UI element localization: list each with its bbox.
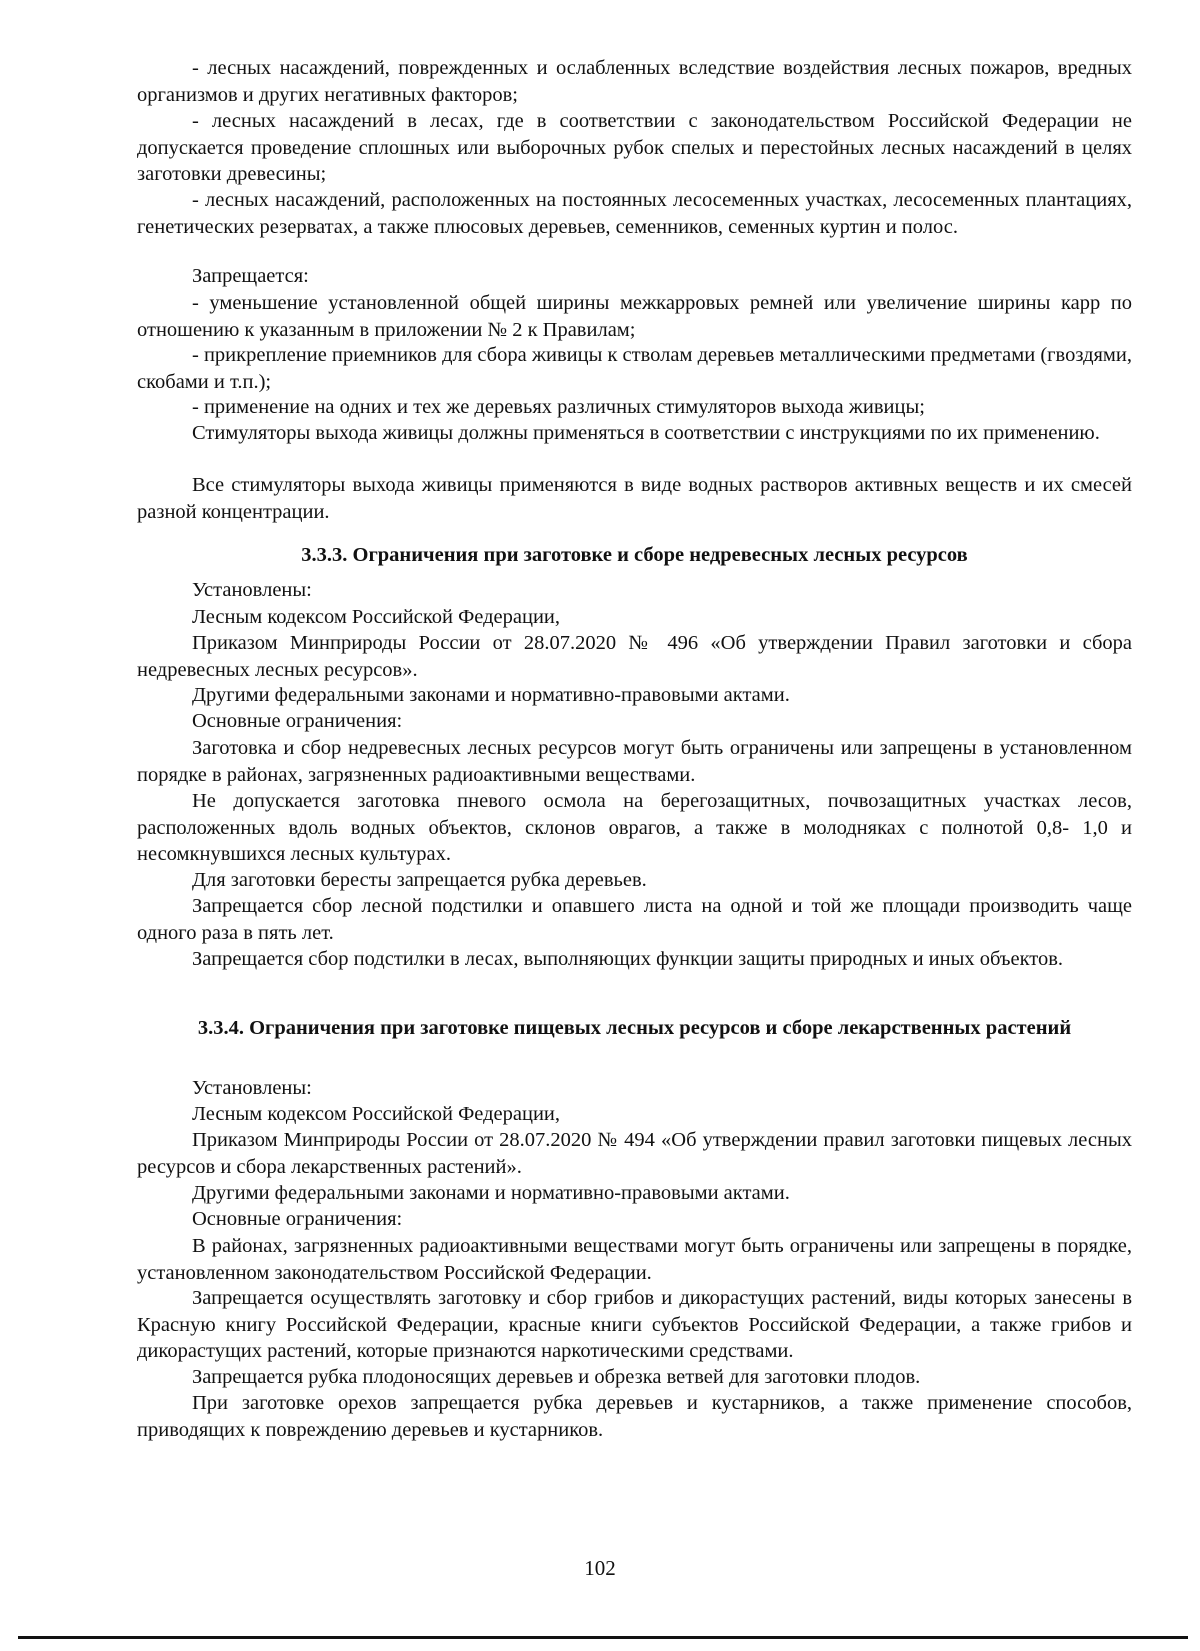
paragraph: - лесных насаждений, расположенных на постоянных лесосеменных участках, лесосеменных плантациях, генетических резерватах, а также плюсовых деревьев, семенников, семенных куртин и полос. — [137, 189, 1132, 238]
paragraph: Приказом Минприроды России от 28.07.2020 № 496 «Об утверждении Правил заготовки и сбора недревесных лесных ресурсов». — [137, 632, 1132, 681]
paragraph: Другими федеральными законами и нормативно-правовыми актами. — [192, 684, 790, 706]
section-heading: 3.3.3. Ограничения при заготовке и сборе недревесных лесных ресурсов — [301, 544, 968, 566]
paragraph: - лесных насаждений в лесах, где в соответствии с законодательством Российской Федерации не допускается проведение сплошных или выборочных рубок спелых и перестойных лесных насаждений в целях заготовки древесины; — [137, 110, 1132, 185]
paragraph: Запрещается: — [192, 265, 309, 287]
paragraph: Стимуляторы выхода живицы должны применяться в соответствии с инструкциями по их применению. — [192, 422, 1100, 444]
paragraph: Запрещается рубка плодоносящих деревьев и обрезка ветвей для заготовки плодов. — [192, 1366, 921, 1388]
paragraph: При заготовке орехов запрещается рубка деревьев и кустарников, а также применение способов, приводящих к повреждению деревьев и кустарников. — [137, 1392, 1132, 1441]
paragraph: Заготовка и сбор недревесных лесных ресурсов могут быть ограничены или запрещены в установленном порядке в районах, загрязненных радиоактивными веществами. — [137, 737, 1132, 786]
paragraph: - уменьшение установленной общей ширины межкарровых ремней или увеличение ширины карр по отношению к указанным в приложении № 2 к Правилам; — [137, 292, 1132, 341]
paragraph: Основные ограничения: — [192, 1208, 403, 1230]
paragraph: Основные ограничения: — [192, 710, 403, 732]
bottom-rule — [18, 1636, 1188, 1639]
paragraph: Запрещается сбор подстилки в лесах, выполняющих функции защиты природных и иных объектов. — [192, 948, 1064, 970]
paragraph: Запрещается осуществлять заготовку и сбор грибов и дикорастущих растений, виды которых занесены в Красную книгу Российской Федерации, красные книги субъектов Российской Федерации, а также грибов и дикорастущих растений, которые признаются наркотическими средствами. — [137, 1287, 1132, 1362]
section-heading: 3.3.4. Ограничения при заготовке пищевых лесных ресурсов и сборе лекарственных растений — [197, 1017, 1072, 1039]
paragraph: Не допускается заготовка пневого осмола на берегозащитных, почвозащитных участках лесов, расположенных вдоль водных объектов, склонов оврагов, а также в молодняках с полнотой 0,8- 1,0 и несомкнувшихся лесных культурах. — [137, 790, 1132, 865]
paragraph: Запрещается сбор лесной подстилки и опавшего листа на одной и той же площади производить чаще одного раза в пять лет. — [137, 895, 1132, 944]
paragraph: Установлены: — [192, 579, 312, 601]
paragraph: - лесных насаждений, поврежденных и ослабленных вследствие воздействия лесных пожаров, вредных организмов и других негативных факторов; — [137, 57, 1132, 106]
paragraph: - применение на одних и тех же деревьях различных стимуляторов выхода живицы; — [192, 396, 925, 418]
paragraph: Другими федеральными законами и нормативно-правовыми актами. — [192, 1182, 790, 1204]
paragraph: Лесным кодексом Российской Федерации, — [192, 606, 561, 628]
paragraph: Приказом Минприроды России от 28.07.2020 № 494 «Об утверждении правил заготовки пищевых лесных ресурсов и сбора лекарственных растений». — [137, 1129, 1132, 1178]
paragraph: Все стимуляторы выхода живицы применяются в виде водных растворов активных веществ и их смесей разной концентрации. — [137, 474, 1132, 523]
paragraph: Лесным кодексом Российской Федерации, — [192, 1103, 561, 1125]
page-number: 102 — [584, 1556, 616, 1580]
paragraph: В районах, загрязненных радиоактивными веществами могут быть ограничены или запрещены в порядке, установленном законодательством Российской Федерации. — [137, 1235, 1132, 1284]
paragraph: Установлены: — [192, 1077, 312, 1099]
paragraph: Для заготовки бересты запрещается рубка деревьев. — [192, 869, 647, 891]
paragraph: - прикрепление приемников для сбора живицы к стволам деревьев металлическими предметами (гвоздями, скобами и т.п.); — [137, 344, 1132, 393]
